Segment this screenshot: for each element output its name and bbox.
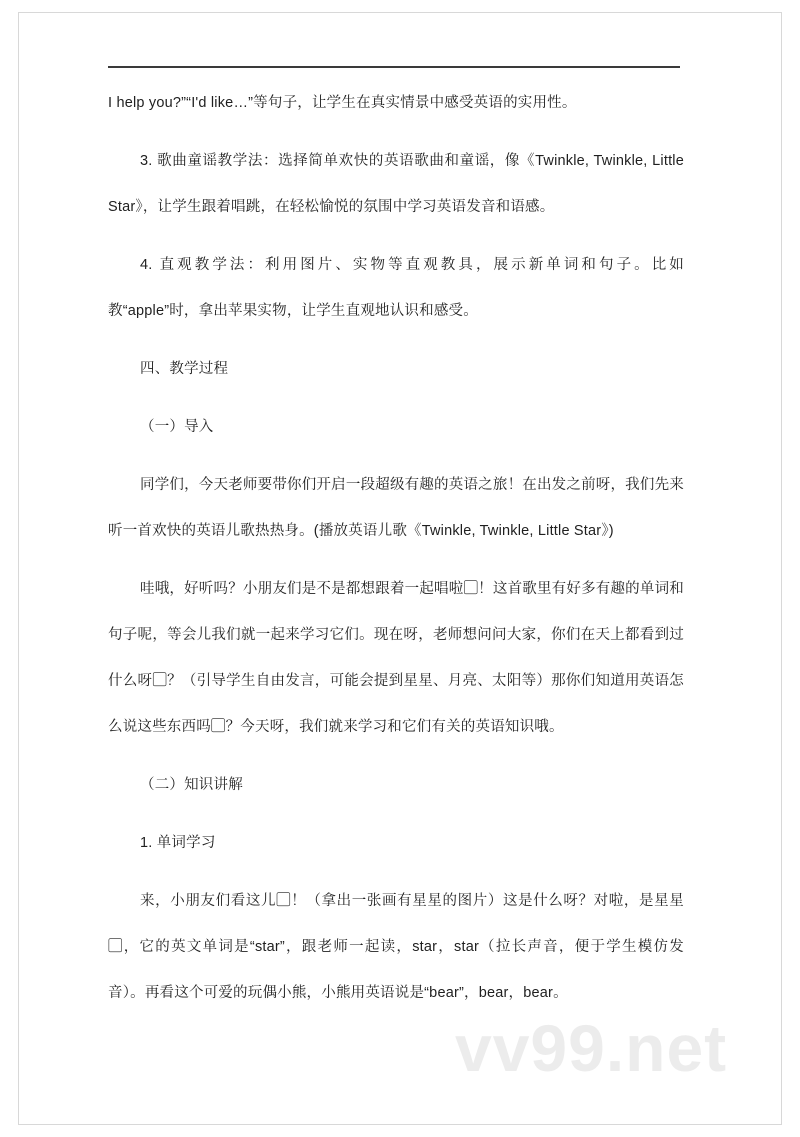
paragraph: 哇哦，好听吗？小朋友们是不是都想跟着一起唱啦▢！这首歌里有好多有趣的单词和句子呢，等会儿我们就一起来学习它们。现在呀，老师想问问大家，你们在天上都看到过什么呀▢？（引导学生自由发言，可能会提到星星、月亮、太阳等）那你们知道用英语怎么说这些东西吗▢？今天呀，我们就来学习和它们有关的英语知识哦。	[108, 581, 684, 735]
paragraph: 4. 直观教学法：利用图片、实物等直观教具，展示新单词和句子。比如教“apple”时，拿出苹果实物，让学生直观地认识和感受。	[108, 257, 684, 319]
page-border-bottom	[18, 1124, 782, 1125]
page-border-top	[18, 12, 782, 13]
page-border-left	[18, 12, 19, 1125]
subsection-heading: （一）导入	[140, 419, 214, 435]
watermark: vv99.net	[455, 1011, 728, 1085]
document-body	[108, 80, 684, 1016]
section-heading: 四、教学过程	[140, 361, 229, 377]
paragraph: 同学们，今天老师要带你们开启一段超级有趣的英语之旅！在出发之前呀，我们先来听一首欢快的英语儿歌热热身。(播放英语儿歌《Twinkle, Twinkle, Little Star》)	[108, 477, 684, 539]
paragraph: 来，小朋友们看这儿▢！（拿出一张画有星星的图片）这是什么呀？对啦，是星星▢，它的英文单词是“star”，跟老师一起读，star，star（拉长声音，便于学生模仿发音）。再看这个可爱的玩偶小熊，小熊用英语说是“bear”，bear，bear。	[108, 893, 684, 1001]
list-item: 1. 单词学习	[140, 835, 216, 851]
header-divider	[108, 66, 680, 68]
paragraph: I help you?”“I'd like…”等句子，让学生在真实情景中感受英语的实用性。	[108, 95, 577, 111]
page-border-right	[781, 12, 782, 1125]
paragraph: 3. 歌曲童谣教学法：选择简单欢快的英语歌曲和童谣，像《Twinkle, Twinkle, Little Star》，让学生跟着唱跳，在轻松愉悦的氛围中学习英语发音和语感。	[108, 153, 684, 215]
subsection-heading: （二）知识讲解	[140, 777, 243, 793]
